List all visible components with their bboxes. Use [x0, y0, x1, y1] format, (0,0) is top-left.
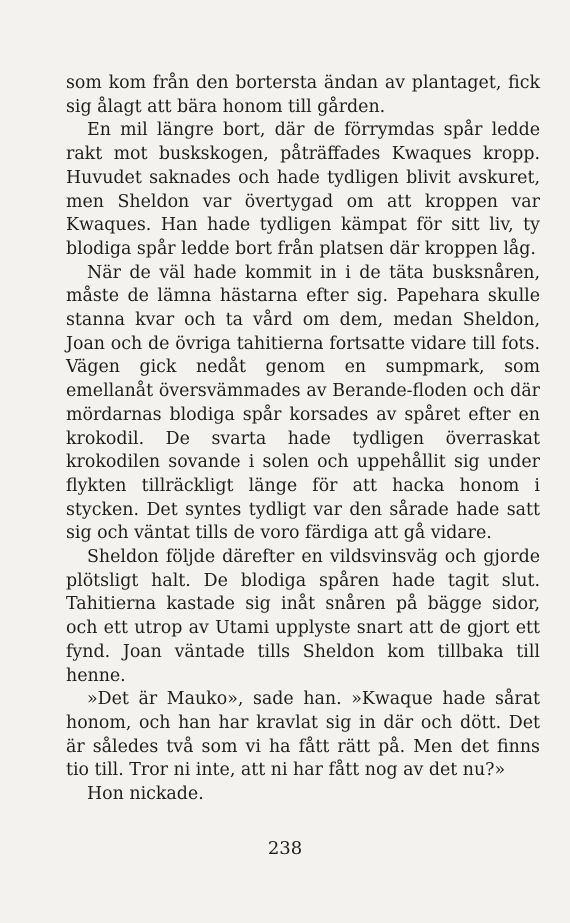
- page-body: [66, 72, 540, 807]
- paragraph-busksnaren: När de väl hade kommit in i de täta busksnåren, måste de lämna hästarna efter sig. Papehara skulle stanna kvar och ta vård om dem, medan Sheldon, Joan och de övriga tahitierna fortsatte vidare till fots. Vägen gick nedåt genom en sumpmark, som emellanåt översvämmades av Berande-floden och där mördarnas blodiga spår korsades av spåret efter en krokodil. De svarta hade tydligen överraskat krokodilen sovande i solen och uppehållit sig under flykten tillräckligt länge för att hacka honom i stycken. Det syntes tydligt var den sårade hade satt sig och väntat tills de voro färdiga att gå vidare.: [66, 262, 540, 544]
- paragraph-hon-nickade: Hon nickade.: [87, 784, 204, 805]
- paragraph-mauko: »Det är Mauko», sade han. »Kwaque hade sårat honom, och han har kravlat sig in där och dött. Det är således två som vi ha fått rätt på. Men det finns tio till. Tror ni inte, att ni har fått nog av det nu?»: [66, 689, 540, 781]
- paragraph-vildsvinsvag: Sheldon följde därefter en vildsvinsväg och gjorde plötsligt halt. De blodiga spåren hade tagit slut. Tahitierna kastade sig inåt snåren på bägge sidor, och ett utrop av Utami upplyste snart att de gjort ett fynd. Joan väntade tills Sheldon kom tillbaka till henne.: [66, 547, 540, 686]
- page-number: 238: [267, 838, 303, 859]
- paragraph-continuation: som kom från den bortersta ändan av plantaget, fick sig ålagt att bära honom till gården.: [66, 73, 540, 117]
- paragraph-kwaque-body: En mil längre bort, där de förrymdas spår ledde rakt mot buskskogen, påträffades Kwaques kropp. Huvudet saknades och hade tydligen blivit avskuret, men Sheldon var övertygad om att kroppen var Kwaques. Han hade tydligen kämpat för sitt liv, ty blodiga spår ledde bort från platsen där kroppen låg.: [66, 120, 540, 259]
